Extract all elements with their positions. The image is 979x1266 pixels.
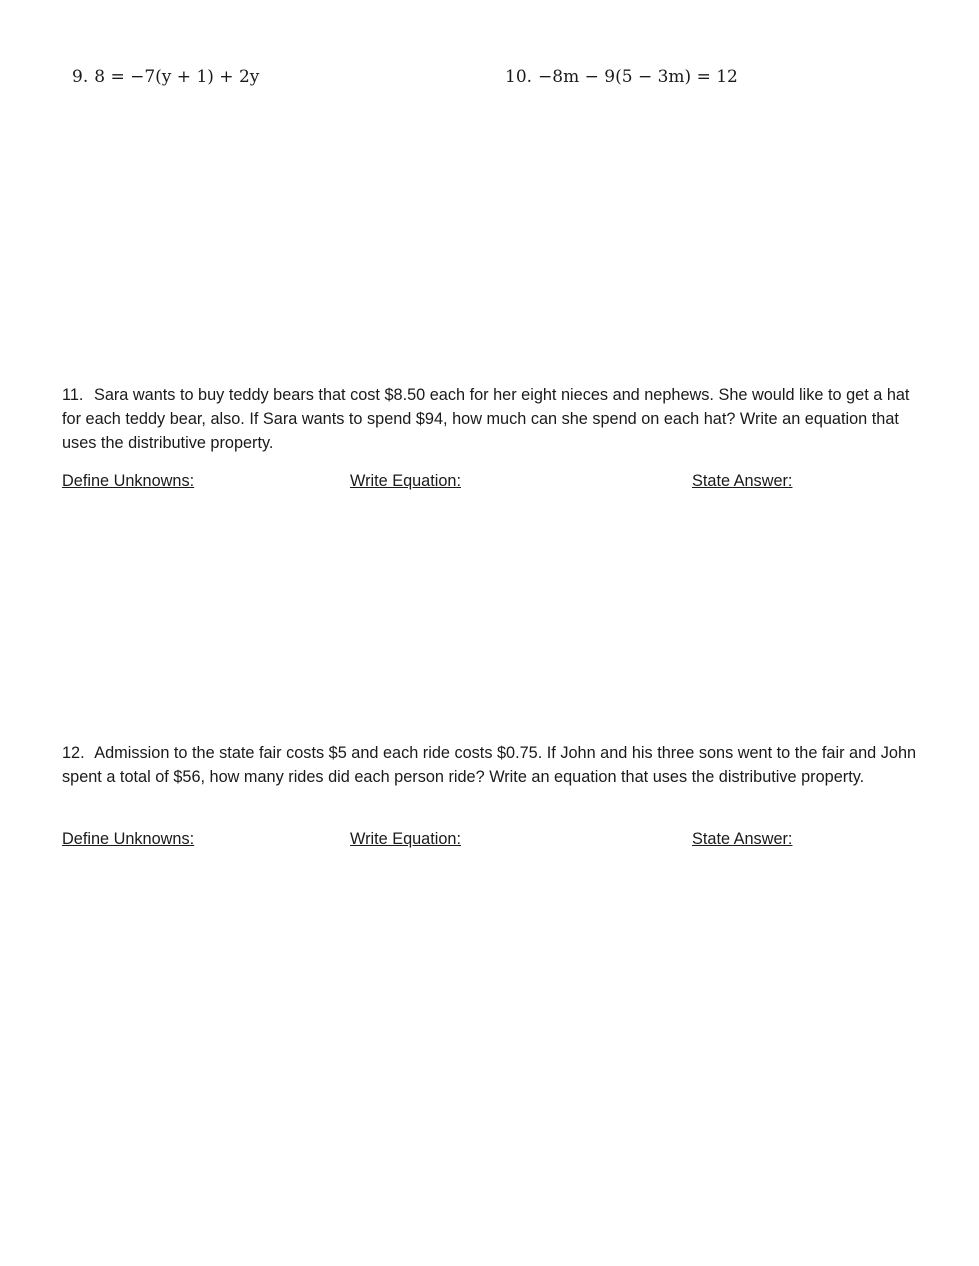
problem-12-number: 12. [62, 744, 85, 762]
problem-12-state-answer-heading: State Answer: [692, 830, 793, 848]
problem-9-equation: 8 = −7(y + 1) + 2y [94, 67, 260, 87]
problem-10 [505, 66, 738, 88]
problem-9 [72, 66, 259, 88]
problem-12-text: Admission to the state fair costs $5 and each ride costs $0.75. If John and his three sons went to the fair and John spent a total of $56, how many rides did each person ride? Write an equation that uses the distributive property. [62, 744, 917, 786]
problem-10-number: 10. [505, 67, 533, 87]
problem-11-define-unknowns-heading: Define Unknowns: [62, 472, 195, 490]
problem-11-text: Sara wants to buy teddy bears that cost $8.50 each for her eight nieces and nephews. She would like to get a hat for each teddy bear, also. If Sara wants to spend $94, how much can she spend on each hat? Write an equation that uses the distributive property. [62, 386, 910, 452]
problem-10-equation: −8m − 9(5 − 3m) = 12 [538, 67, 738, 87]
problem-11-write-equation-heading: Write Equation: [350, 472, 462, 490]
problem-12-define-unknowns-heading: Define Unknowns: [62, 830, 195, 848]
problem-11-state-answer-heading: State Answer: [692, 472, 793, 490]
problem-9-number: 9. [72, 67, 89, 87]
problem-12-write-equation-heading: Write Equation: [350, 830, 462, 848]
problem-11-number: 11. [62, 386, 84, 404]
problem-12 [62, 741, 920, 789]
problem-11 [62, 383, 920, 455]
